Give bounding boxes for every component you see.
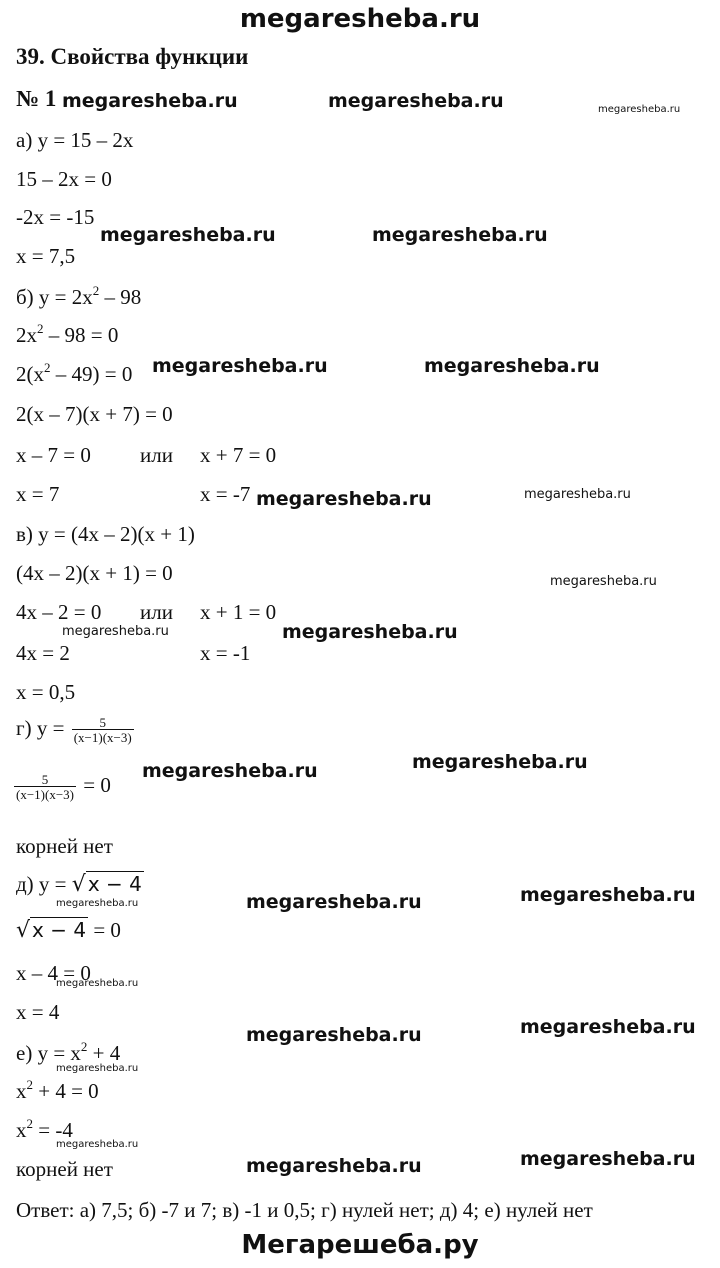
watermark: megaresheba.ru: [62, 624, 169, 639]
site-header: megaresheba.ru: [239, 4, 481, 34]
line-v3-left: 4x – 2 = 0: [16, 600, 102, 624]
watermark: megaresheba.ru: [56, 1063, 139, 1074]
watermark: megaresheba.ru: [424, 355, 600, 377]
watermark: megaresheba.ru: [256, 488, 432, 510]
line-v4-right: x = -1: [200, 641, 251, 665]
line-e4: корней нет: [16, 1157, 113, 1181]
line-v5: x = 0,5: [16, 680, 76, 704]
line-b1: б) $y = 2x^2 - 98$: [16, 283, 142, 309]
watermark: megaresheba.ru: [524, 487, 631, 502]
line-b4: 2(x – 7)(x + 7) = 0: [16, 402, 173, 426]
section-title: 39. Свойства функции: [16, 44, 249, 69]
sqrt-expression: √ x − 4: [16, 918, 87, 943]
line-a3: -2x = -15: [16, 205, 95, 229]
watermark: megaresheba.ru: [100, 224, 276, 246]
watermark: megaresheba.ru: [520, 1016, 696, 1038]
line-v3-or: или: [140, 600, 173, 624]
line-v3-right: x + 1 = 0: [200, 600, 277, 624]
line-v4-left: 4x = 2: [16, 641, 70, 665]
watermark: megaresheba.ru: [246, 1024, 422, 1046]
line-b6-left: x = 7: [16, 482, 60, 506]
line-d1: д) y = √ x − 4: [16, 872, 142, 897]
watermark: megaresheba.ru: [56, 898, 139, 909]
line-b2: $2x^2 - 98 = 0$: [16, 321, 119, 347]
line-d2: √ x − 4 = 0: [16, 918, 121, 943]
line-e3: $x^2 = -4$: [16, 1116, 73, 1142]
watermark: megaresheba.ru: [142, 760, 318, 782]
watermark: megaresheba.ru: [550, 574, 657, 589]
line-e1: е) $y = x^2 + 4$: [16, 1039, 121, 1065]
watermark: megaresheba.ru: [282, 621, 458, 643]
line-v2: (4x – 2)(x + 1) = 0: [16, 561, 173, 585]
line-g2: $\frac{5}{(x-1)(x-3)}$ = 0: [16, 772, 111, 802]
line-d4: x = 4: [16, 1000, 60, 1024]
line-b3: $2(x^2 - 49) = 0$: [16, 360, 133, 386]
watermark: megaresheba.ru: [56, 978, 139, 989]
line-d3: x – 4 = 0: [16, 961, 91, 985]
site-footer: Мегарешеба.ру: [241, 1230, 479, 1260]
line-a4: x = 7,5: [16, 244, 76, 268]
line-b5-left: x – 7 = 0: [16, 443, 91, 467]
line-b5-right: x + 7 = 0: [200, 443, 277, 467]
line-b5-or: или: [140, 443, 173, 467]
answer-line: Ответ: а) 7,5; б) -7 и 7; в) -1 и 0,5; г) нулей нет; д) 4; е) нулей нет: [16, 1198, 593, 1222]
watermark: megaresheba.ru: [246, 891, 422, 913]
line-e2: $x^2 + 4 = 0$: [16, 1077, 99, 1103]
line-g1: г) y = $\frac{5}{(x-1)(x-3)}$: [16, 715, 132, 745]
watermark: megaresheba.ru: [152, 355, 328, 377]
line-v1: в) y = (4x – 2)(x + 1): [16, 522, 195, 546]
watermark: megaresheba.ru: [520, 1148, 696, 1170]
watermark: megaresheba.ru: [246, 1155, 422, 1177]
watermark: megaresheba.ru: [62, 90, 238, 112]
watermark: megaresheba.ru: [328, 90, 504, 112]
watermark: megaresheba.ru: [412, 751, 588, 773]
watermark: megaresheba.ru: [372, 224, 548, 246]
task-number: № 1: [16, 86, 57, 111]
line-a1: а) y = 15 – 2x: [16, 128, 134, 152]
line-a2: 15 – 2x = 0: [16, 167, 112, 191]
watermark: megaresheba.ru: [598, 104, 681, 115]
line-b6-right: x = -7: [200, 482, 251, 506]
line-g3: корней нет: [16, 834, 113, 858]
watermark: megaresheba.ru: [56, 1139, 139, 1150]
watermark: megaresheba.ru: [520, 884, 696, 906]
sqrt-expression: √ x − 4: [71, 872, 142, 897]
